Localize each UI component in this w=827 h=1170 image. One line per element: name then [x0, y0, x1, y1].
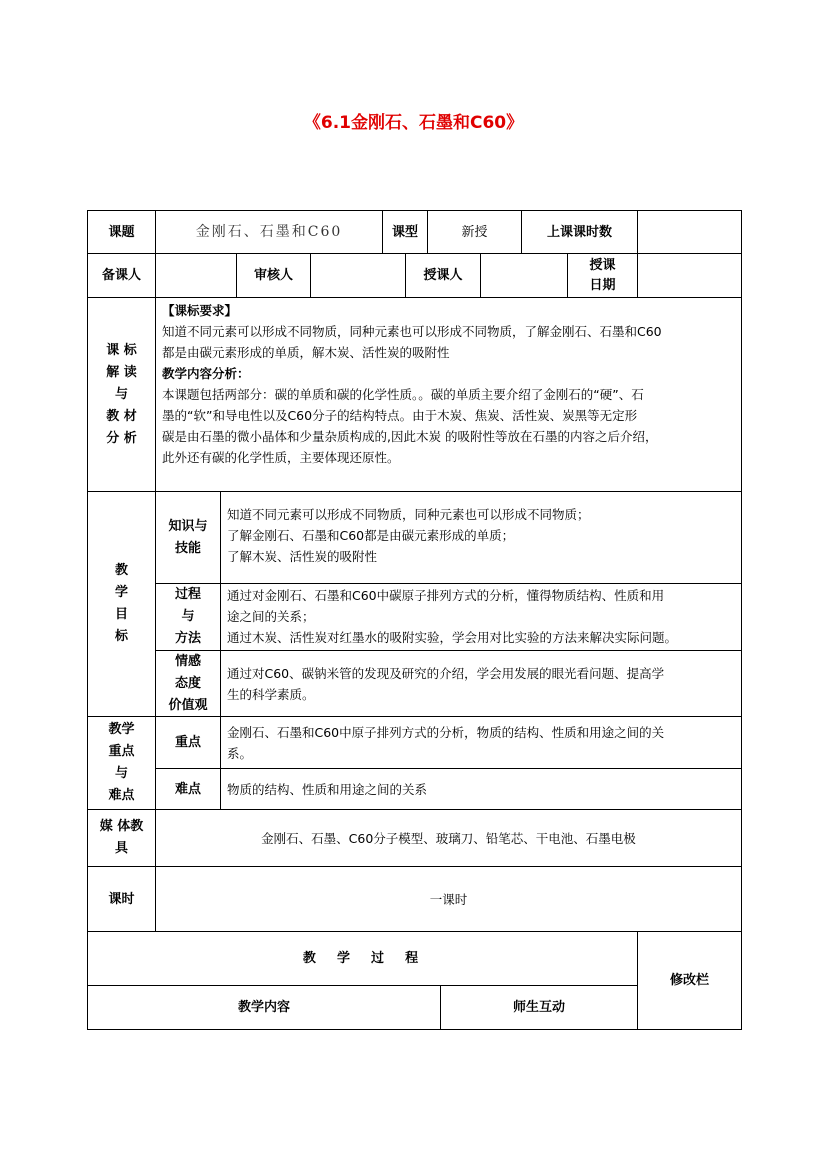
- teacher-label-cell: [405, 253, 481, 298]
- media-label-line: 具: [114, 841, 128, 856]
- period-label: 课时: [108, 891, 135, 907]
- objectives-label-line: 教: [114, 563, 128, 578]
- analysis-text-line: 此外还有碳的化学性质，主要体现还原性。: [162, 450, 400, 465]
- revision-label: 修改栏: [669, 973, 709, 988]
- key-label-cell: [155, 716, 221, 769]
- content-header-cell: [87, 985, 441, 1030]
- emotion-content-cell: [220, 650, 742, 717]
- type-label-cell: [382, 210, 428, 254]
- type-value: 新授: [461, 224, 488, 240]
- process-title-cell: [87, 931, 638, 986]
- process-label-line: 方法: [174, 631, 201, 646]
- type-value-cell: [427, 210, 522, 254]
- objectives-label-line: 学: [114, 585, 128, 600]
- difficulty-label-cell: [155, 768, 221, 810]
- reviewer-label-cell: [236, 253, 311, 298]
- keypoints-label-cell: [87, 716, 156, 810]
- knowledge-text-line: 了解木炭、活性炭的吸附性: [227, 549, 378, 564]
- period-content-cell: [155, 866, 742, 932]
- keypoints-label-line: 难点: [108, 788, 135, 803]
- preparer-label-cell: [87, 253, 156, 298]
- interaction-header: 师生互动: [512, 1000, 565, 1015]
- standards-heading: 【课标要求】: [162, 303, 238, 318]
- process-label-line: 与: [181, 609, 195, 624]
- date-label-cell: [567, 253, 638, 298]
- process-content-cell: [220, 583, 742, 651]
- document-title: 《6.1金刚石、石墨和C60》: [303, 113, 524, 133]
- reviewer-label: 审核人: [253, 268, 293, 283]
- objectives-label-line: 目: [114, 607, 128, 622]
- media-label-cell: [87, 809, 156, 867]
- difficulty-content-cell: [220, 768, 742, 810]
- hours-label-cell: [521, 210, 638, 254]
- content-header: 教学内容: [237, 1000, 290, 1015]
- process-text-line: 途之间的关系；: [227, 609, 315, 624]
- process-label-cell: [155, 583, 221, 651]
- process-text-line: 通过对金刚石、石墨和C60中碳原子排列方式的分析，懂得物质结构、性质和用: [227, 588, 665, 603]
- standards-text-line: 都是由碳元素形成的单质，解木炭、活性炭的吸附性: [162, 345, 450, 360]
- emotion-label-line: 情感: [174, 653, 201, 669]
- revision-cell: [637, 931, 742, 1030]
- analysis-text-line: 碳是由石墨的微小晶体和少量杂质构成的,因此木炭 的吸附性等放在石墨的内容之后介绍，: [162, 429, 658, 444]
- knowledge-label-cell: [155, 491, 221, 584]
- standards-label-line: 分 析: [106, 430, 137, 446]
- knowledge-label-line: 技能: [174, 540, 201, 556]
- emotion-text-line: 通过对C60、碳钠米管的发现及研究的介绍，学会用发展的眼光看问题、提高学: [227, 666, 665, 681]
- topic-label: 课题: [108, 224, 135, 240]
- analysis-heading: 教学内容分析：: [162, 366, 250, 381]
- reviewer-value-cell: [310, 253, 406, 298]
- standards-content-cell: [155, 297, 742, 492]
- standards-label-line: 教 材: [106, 408, 137, 424]
- standards-label-line: 与: [114, 386, 128, 402]
- key-label: 重点: [174, 735, 201, 750]
- emotion-label-line: 价值观: [168, 697, 208, 713]
- topic-label-cell: [87, 210, 156, 254]
- date-label-line-1: 授课: [589, 257, 616, 273]
- keypoints-label-line: 教学: [108, 722, 135, 737]
- objectives-label-line: 标: [114, 629, 128, 644]
- media-content-cell: [155, 809, 742, 867]
- process-title: 教 学 过 程: [302, 951, 423, 966]
- media-text: 金刚石、石墨、C60分子模型、玻璃刀、铅笔芯、干电池、石墨电极: [261, 830, 636, 846]
- media-label-line: 媒 体教: [99, 819, 144, 834]
- date-value-cell: [637, 253, 742, 298]
- standards-label-line: 解 读: [106, 364, 137, 380]
- key-text-line: 金刚石、石墨和C60中原子排列方式的分析，物质的结构、性质和用途之间的关: [227, 725, 665, 740]
- difficulty-label: 难点: [174, 781, 201, 797]
- standards-label-line: 课 标: [106, 342, 137, 358]
- key-text-line: 系。: [227, 746, 253, 761]
- date-label-line-2: 日期: [589, 277, 616, 293]
- objectives-label-cell: [87, 491, 156, 717]
- knowledge-content-cell: [220, 491, 742, 584]
- knowledge-text-line: 知道不同元素可以形成不同物质，同种元素也可以形成不同物质；: [227, 507, 590, 522]
- knowledge-label-line: 知识与: [168, 518, 208, 534]
- knowledge-text-line: 了解金刚石、石墨和C60都是由碳元素形成的单质；: [227, 528, 515, 543]
- emotion-label-cell: [155, 650, 221, 717]
- preparer-value-cell: [155, 253, 237, 298]
- analysis-text-line: 墨的“软”和导电性以及C60分子的结构特点。由于木炭、焦炭、活性炭、炭黑等无定形: [162, 408, 638, 423]
- hours-value-cell: [637, 210, 742, 254]
- analysis-text-line: 本课题包括两部分：碳的单质和碳的化学性质。。碳的单质主要介绍了金刚石的“硬”、石: [162, 387, 644, 402]
- period-label-cell: [87, 866, 156, 932]
- teacher-value-cell: [480, 253, 568, 298]
- preparer-label: 备课人: [101, 268, 141, 283]
- topic-value-cell: [155, 210, 383, 254]
- hours-label: 上课课时数: [546, 224, 612, 240]
- period-text: 一课时: [429, 891, 468, 907]
- standards-text-line: 知道不同元素可以形成不同物质，同种元素也可以形成不同物质，了解金刚石、石墨和C60: [162, 324, 662, 339]
- topic-value: 金刚石、石墨和C60: [195, 223, 343, 240]
- keypoints-label-line: 与: [114, 766, 128, 781]
- teacher-label: 授课人: [423, 268, 463, 283]
- process-label-line: 过程: [174, 587, 201, 602]
- keypoints-label-line: 重点: [108, 744, 135, 759]
- emotion-label-line: 态度: [174, 675, 201, 691]
- process-text-line: 通过木炭、活性炭对红墨水的吸附实验，学会用对比实验的方法来解决实际问题。: [227, 630, 678, 645]
- emotion-text-line: 生的科学素质。: [227, 687, 315, 702]
- difficulty-text: 物质的结构、性质和用途之间的关系: [227, 781, 428, 797]
- type-label: 课型: [391, 224, 418, 240]
- interaction-header-cell: [440, 985, 638, 1030]
- standards-label-cell: [87, 297, 156, 492]
- key-content-cell: [220, 716, 742, 769]
